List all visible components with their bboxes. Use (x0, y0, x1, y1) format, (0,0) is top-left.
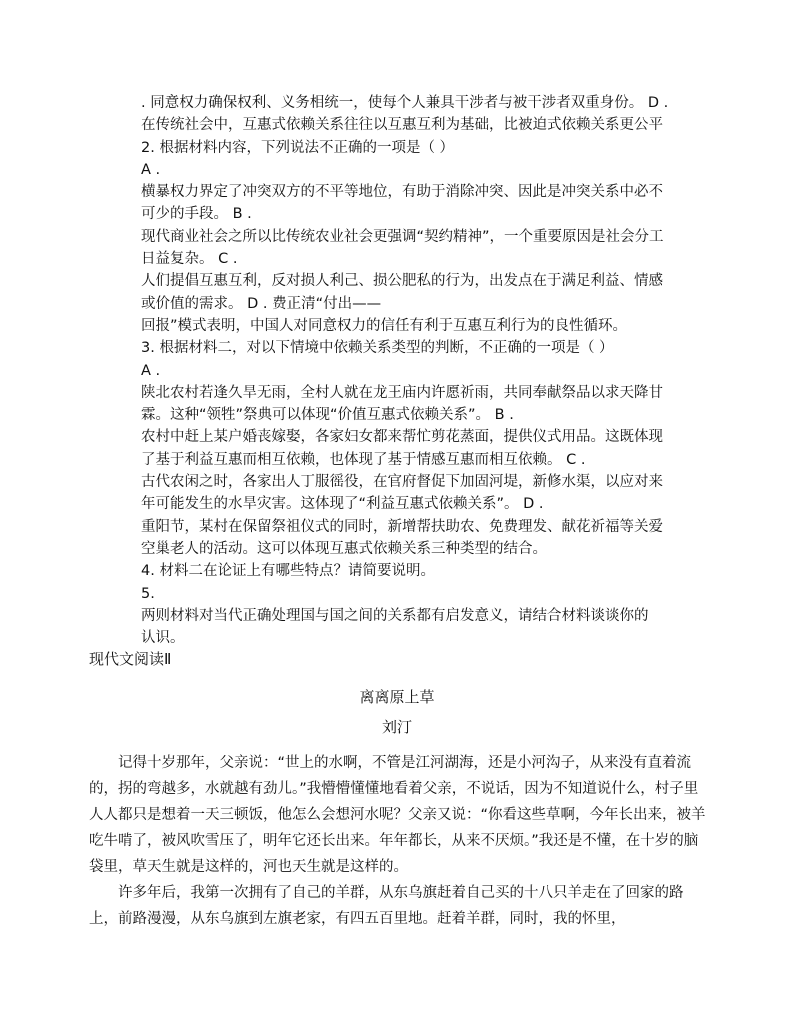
option-label: A . (141, 161, 161, 178)
text-line: 横暴权力界定了冲突双方的不平等地位，有助于消除冲突、因此是冲突关系中必不 (141, 184, 663, 201)
question-5-number: 5. (141, 585, 155, 602)
text-line: 可少的手段。 B . (141, 206, 252, 223)
question-2-stem: 2. 根据材料内容，下列说法不正确的一项是（ ） (141, 139, 455, 156)
text-line: 人们提倡互惠互利，反对损人利己、损公肥私的行为，出发点在于满足利益、情感 (141, 273, 663, 290)
article-paragraph: 许多年后，我第一次拥有了自己的羊群，从东乌旗赶着自己买的十八只羊走在了回家的路上，前路漫漫，从东乌旗到左旗老家，有四五百里地。赶着羊群，同时，我的怀里， (89, 885, 684, 927)
text-line: 现代商业社会之所以比传统农业社会更强调“契约精神”，一个重要原因是社会分工 (141, 228, 664, 245)
article-paragraph: 记得十岁那年，父亲说：“世上的水啊，不管是江河湖海，还是小河沟子，从来没有直着流的，拐的弯越多，水就越有劲儿。”我懵懵懂懂地看着父亲，不说话，因为不知道说什么，村子里人人都只是想着一天三顿饭，他怎么会想河水呢？父亲又说：“你看这些草啊，今年长出来，被羊吃牛啃了，被风吹雪压了，明年它还长出来。年年都长，从来不厌烦。”我还是不懂，在十岁的脑袋里，草天生就是这样的，河也天生就是这样的。 (89, 755, 706, 875)
question-3-stem: 3. 根据材料二，对以下情境中依赖关系类型的判断，不正确的一项是（ ） (141, 340, 614, 357)
text-line: 在传统社会中，互惠式依赖关系往往以互惠互利为基础，比被迫式依赖关系更公平 (141, 117, 663, 134)
text-line: 农村中赶上某户婚丧嫁娶，各家妇女都来帮忙剪花蒸面，提供仪式用品。这既体现 (141, 429, 663, 446)
text-line: . 同意权力确保权利、义务相统一，使每个人兼具干涉者与被干涉者双重身份。 D . (141, 95, 669, 111)
text-line: 回报”模式表明，中国人对同意权力的信任有利于互惠互利行为的良性循环。 (141, 317, 628, 334)
text-line: 空巢老人的活动。这可以体现互惠式依赖关系三种类型的结合。 (141, 540, 547, 557)
text-line: 古代农闲之时，各家出人丁服徭役，在官府督促下加固河堤，新修水渠，以应对来 (141, 474, 663, 491)
article-author: 刘汀 (381, 718, 412, 736)
text-line: 或价值的需求。 D . 费正清“付出—— (141, 295, 382, 312)
text-line: 了基于利益互惠而相互依赖，也体现了基于情感互惠而相互依赖。 C . (141, 451, 586, 468)
question-4-stem: 4. 材料二在论证上有哪些特点？请简要说明。 (141, 563, 435, 580)
text-line: 重阳节，某村在保留祭祖仪式的同时，新增帮扶助农、免费理发、献花祈福等关爱 (141, 518, 663, 535)
section-title: 现代文阅读Ⅱ (89, 650, 172, 668)
option-label: A . (141, 362, 161, 379)
article-title: 离离原上草 (359, 688, 435, 706)
question-5-stem: 两则材料对当代正确处理国与国之间的关系都有启发意义，请结合材料谈谈你的 (141, 607, 649, 624)
text-line: 陕北农村若逢久旱无雨，全村人就在龙王庙内许愿祈雨，共同奉献祭品以求天降甘 (141, 384, 663, 401)
text-line: 年可能发生的水旱灾害。这体现了“利益互惠式依赖关系”。 D . (141, 496, 544, 513)
text-line: 日益复杂。 C . (141, 251, 238, 268)
questions-block (141, 92, 711, 649)
text-line: 霖。这种“领牲”祭典可以体现“价值互惠式依赖关系”。 B . (141, 407, 514, 424)
text-line: 认识。 (141, 630, 185, 647)
